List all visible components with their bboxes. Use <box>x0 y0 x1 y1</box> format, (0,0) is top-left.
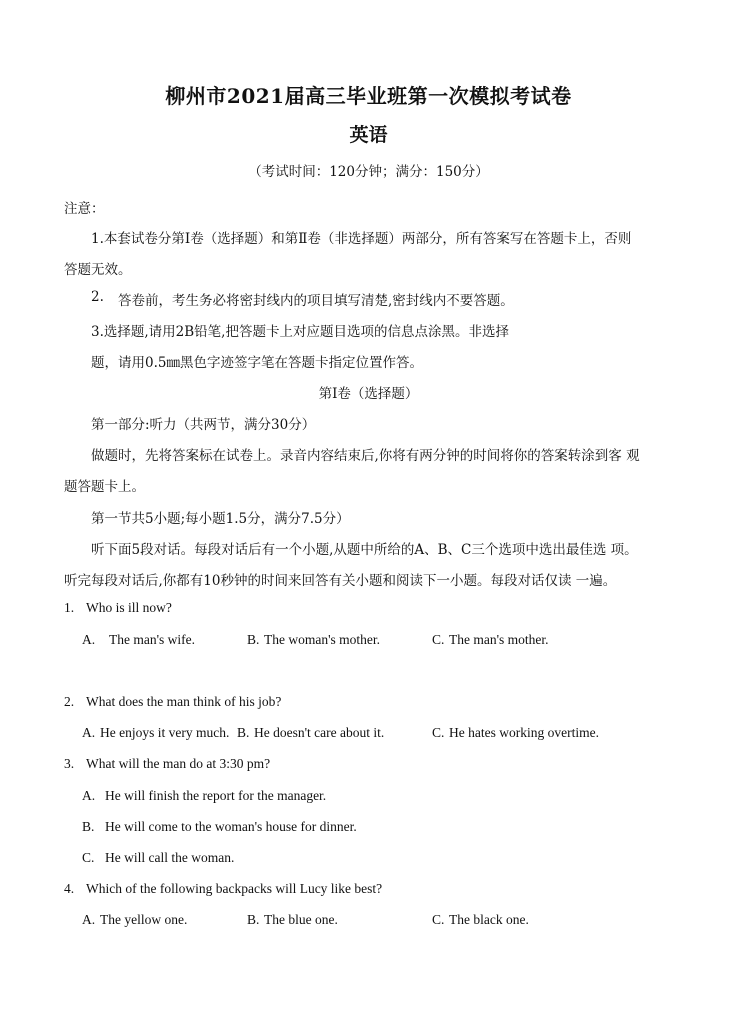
option-text: The blue one. <box>264 912 338 927</box>
option-label: B. <box>247 912 260 927</box>
option-text: The man's wife. <box>109 632 196 647</box>
subject-title: 英语 <box>349 124 388 146</box>
part1-instruction-cont: 题答题卡上。 <box>64 479 145 495</box>
option-label: C. <box>432 912 445 927</box>
option-text: The yellow one. <box>100 912 188 927</box>
option-text: He will come to the woman's house for dinner. <box>105 819 357 834</box>
option-label: B. <box>247 632 260 647</box>
option-text: He doesn't care about it. <box>254 725 385 740</box>
exam-title: 柳州市2021届高三毕业班第一次模拟考试卷 <box>165 84 572 108</box>
note-item-3-cont: 题，请用0.5㎜黑色字迹签字笔在答题卡指定位置作答。 <box>91 355 423 371</box>
part1-heading: 第一部分:听力（共两节，满分30分） <box>91 417 316 433</box>
option-text: He hates working overtime. <box>449 725 599 740</box>
option-label: C. <box>432 725 445 740</box>
section1-instruction-cont: 听完每段对话后,你都有10秒钟的时间来回答有关小题和阅读下一小题。每段对话仅读 一遍。 <box>64 573 617 589</box>
option-text: He will finish the report for the manager. <box>105 788 327 803</box>
question-text: Which of the following backpacks will Lucy like best? <box>86 881 383 896</box>
option-label: C. <box>432 632 445 647</box>
option-label: C. <box>82 850 95 865</box>
note-item-2: 答卷前，考生务必将密封线内的项目填写清楚,密封线内不要答题。 <box>118 293 514 309</box>
note-item-1: 1.本套试卷分第Ⅰ卷（选择题）和第Ⅱ卷（非选择题）两部分，所有答案写在答题卡上，否则 <box>91 231 632 247</box>
note-item-3: 3.选择题,请用2B铅笔,把答题卡上对应题目选项的信息点涂黑。非选择 <box>91 324 509 340</box>
option-label: A. <box>82 788 96 803</box>
exam-info: （考试时间：120分钟；满分：150分） <box>248 164 489 180</box>
section1-heading: 第一节共5小题;每小题1.5分，满分7.5分） <box>91 511 350 527</box>
note-item-2-number: 2. <box>91 289 104 305</box>
question-text: What does the man think of his job? <box>86 694 282 709</box>
option-text: The black one. <box>449 912 529 927</box>
section1-instruction: 听下面5段对话。每段对话后有一个小题,从题中所给的A、B、C三个选项中选出最佳选 项。 <box>91 542 638 558</box>
question-number: 1. <box>64 600 75 615</box>
question-number: 2. <box>64 694 75 709</box>
option-text: The woman's mother. <box>264 632 381 647</box>
section-title: 第Ⅰ卷（选择题） <box>318 386 419 402</box>
question-text: Who is ill now? <box>86 600 172 615</box>
option-text: The man's mother. <box>449 632 549 647</box>
notes-heading: 注意： <box>64 201 105 217</box>
option-text: He enjoys it very much. <box>100 725 230 740</box>
option-label: B. <box>237 725 250 740</box>
part1-instruction: 做题时，先将答案标在试卷上。录音内容结束后,你将有两分钟的时间将你的答案转涂到客 观 <box>91 448 640 464</box>
question-number: 3. <box>64 756 75 771</box>
option-label: B. <box>82 819 95 834</box>
note-item-1-cont: 答题无效。 <box>64 262 132 278</box>
option-label: A. <box>82 725 96 740</box>
question-text: What will the man do at 3:30 pm? <box>86 756 271 771</box>
option-text: He will call the woman. <box>105 850 235 865</box>
option-label: A. <box>82 912 96 927</box>
question-number: 4. <box>64 881 75 896</box>
option-label: A. <box>82 632 96 647</box>
